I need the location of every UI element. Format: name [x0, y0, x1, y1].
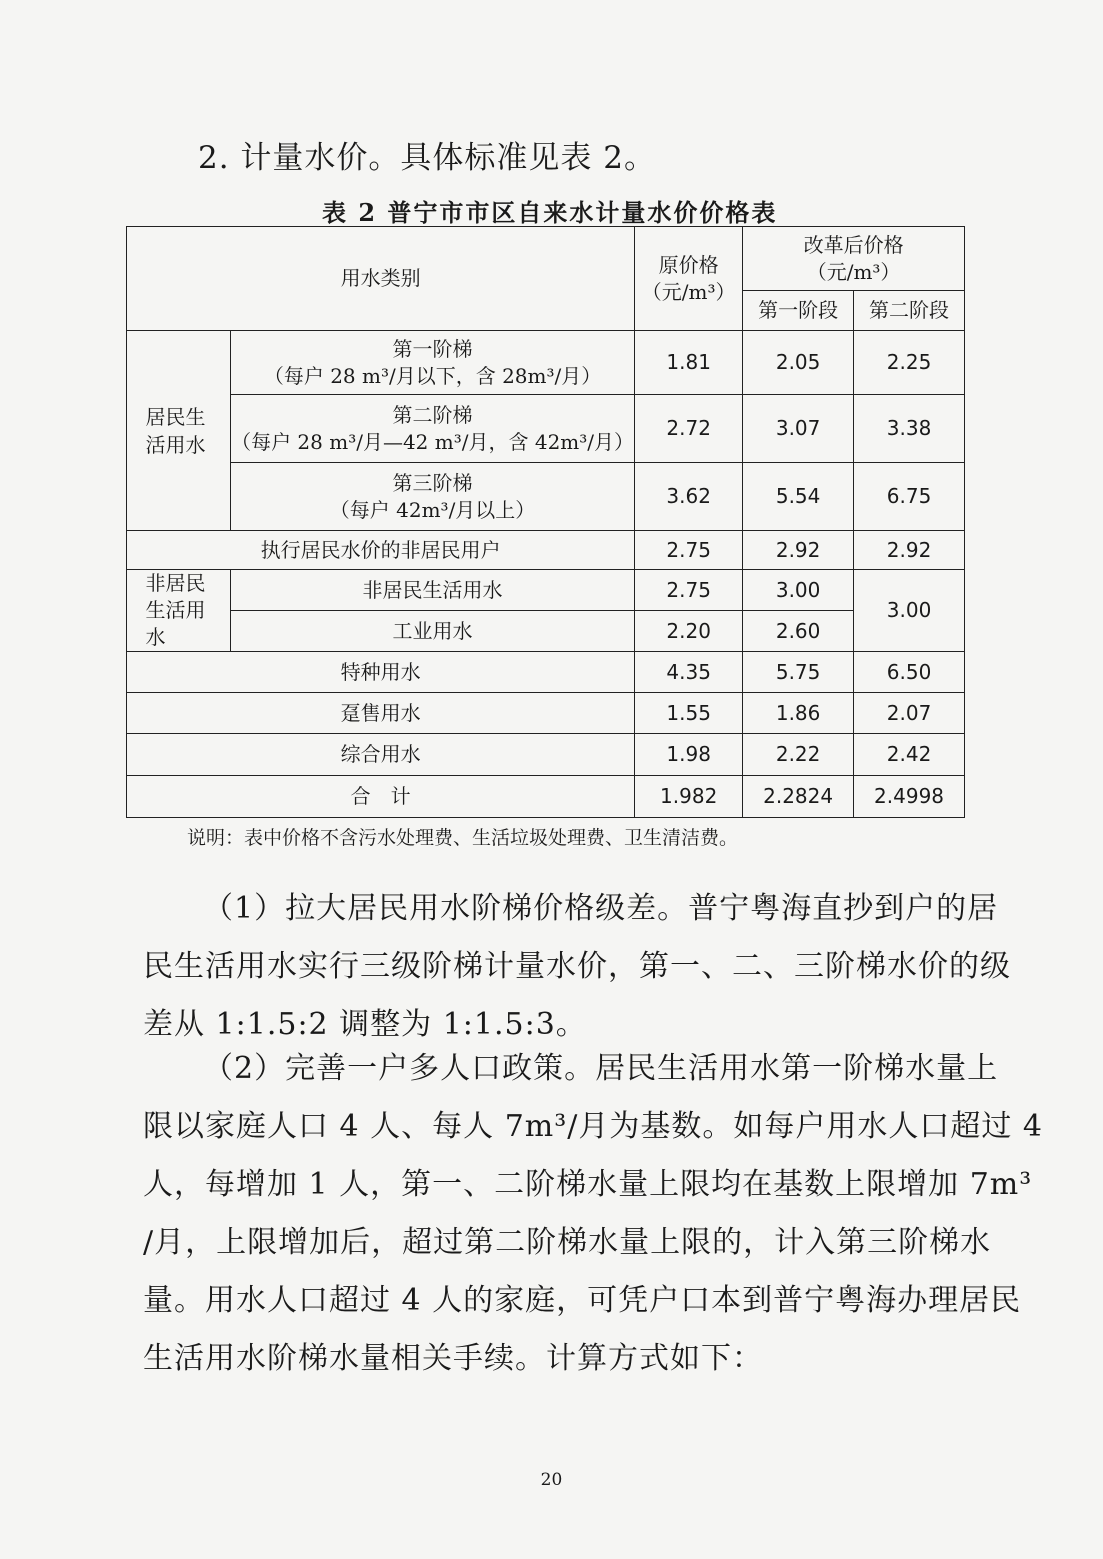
stage1-price: 5.75	[743, 652, 854, 693]
original-price: 2.72	[635, 395, 743, 463]
table-total-row	[127, 776, 965, 818]
header-reformed-line2: （元/m³）	[806, 259, 901, 284]
paragraph-1	[143, 880, 1011, 1054]
table-row	[127, 531, 965, 570]
paragraph-line: 人，每增加 1 人，第一、二阶梯水量上限均在基数上限增加 7m³	[143, 1167, 1033, 1202]
nonresident-group-label	[127, 570, 231, 652]
stage2-price: 2.07	[854, 693, 965, 734]
original-price: 1.982	[635, 776, 743, 818]
paragraph-2	[143, 1040, 1043, 1388]
paragraph-line: 限以家庭人口 4 人、每人 7m³/月为基数。如每户用水人口超过 4	[143, 1109, 1043, 1144]
nonresident-group-text: 非居民生活用水	[145, 571, 206, 649]
paragraph-line: 量。用水人口超过 4 人的家庭，可凭户口本到普宁粤海办理居民	[143, 1283, 1022, 1318]
table-header-row	[127, 227, 965, 291]
paragraph-line: 生活用水阶梯水量相关手续。计算方式如下：	[143, 1341, 763, 1376]
table-row	[127, 395, 965, 463]
paragraph-line: 差从 1:1.5:2 调整为 1:1.5:3。	[143, 1007, 587, 1042]
tier-detail: （每户 42m³/月以上）	[329, 497, 536, 522]
original-price: 2.75	[635, 570, 743, 611]
stage2-price: 6.50	[854, 652, 965, 693]
header-original-price-line1: 原价格	[658, 252, 719, 277]
original-price: 1.98	[635, 734, 743, 776]
original-price: 4.35	[635, 652, 743, 693]
header-stage1: 第一阶段	[743, 291, 854, 331]
category-name: 非居民生活用水	[230, 570, 634, 611]
resident-group-label	[127, 331, 231, 531]
table-row	[127, 734, 965, 776]
stage2-price: 3.38	[854, 395, 965, 463]
table-row	[127, 611, 965, 652]
stage1-price: 3.07	[743, 395, 854, 463]
paragraph-line: （2）完善一户多人口政策。居民生活用水第一阶梯水量上	[203, 1051, 999, 1086]
stage1-price: 2.2824	[743, 776, 854, 818]
tier-detail: （每户 28 m³/月以下，含 28m³/月）	[263, 363, 602, 388]
category-name: 合 计	[127, 776, 635, 818]
table-row	[127, 331, 965, 395]
original-price: 2.75	[635, 531, 743, 570]
resident-group-text: 居民生活用水	[145, 404, 206, 457]
stage2-price: 2.42	[854, 734, 965, 776]
tier-cell	[230, 331, 634, 395]
original-price: 1.81	[635, 331, 743, 395]
category-name: 执行居民水价的非居民用户	[127, 531, 635, 570]
paragraph-line: /月，上限增加后，超过第二阶梯水量上限的，计入第三阶梯水	[143, 1225, 992, 1260]
header-stage2: 第二阶段	[854, 291, 965, 331]
table-caption: 表 2 普宁市市区自来水计量水价价格表	[322, 198, 778, 227]
table-row	[127, 652, 965, 693]
header-category: 用水类别	[127, 227, 635, 331]
original-price: 2.20	[635, 611, 743, 652]
original-price: 3.62	[635, 463, 743, 531]
stage2-price-merged: 3.00	[854, 570, 965, 652]
tier-cell	[230, 463, 634, 531]
table-row	[127, 570, 965, 611]
tier-name: 第二阶梯	[392, 402, 473, 427]
header-reformed-price	[743, 227, 965, 291]
stage1-price: 2.05	[743, 331, 854, 395]
paragraph-line: （1）拉大居民用水阶梯价格级差。普宁粤海直抄到户的居	[203, 891, 999, 926]
page-number: 20	[540, 1470, 563, 1490]
tier-name: 第一阶梯	[392, 336, 473, 361]
original-price: 1.55	[635, 693, 743, 734]
stage1-price: 3.00	[743, 570, 854, 611]
stage1-price: 2.92	[743, 531, 854, 570]
water-price-table	[126, 226, 965, 818]
tier-cell	[230, 395, 634, 463]
stage1-price: 2.60	[743, 611, 854, 652]
tier-name: 第三阶梯	[392, 470, 473, 495]
category-name: 工业用水	[230, 611, 634, 652]
stage1-price: 5.54	[743, 463, 854, 531]
stage2-price: 2.25	[854, 331, 965, 395]
category-name: 综合用水	[127, 734, 635, 776]
table-row	[127, 463, 965, 531]
header-reformed-line1: 改革后价格	[803, 232, 904, 257]
header-original-price-line2: （元/m³）	[641, 279, 736, 304]
stage2-price: 2.4998	[854, 776, 965, 818]
category-name: 特种用水	[127, 652, 635, 693]
table-note: 说明：表中价格不含污水处理费、生活垃圾处理费、卫生清洁费。	[187, 827, 739, 849]
stage2-price: 6.75	[854, 463, 965, 531]
table-row	[127, 693, 965, 734]
section-title: 2. 计量水价。具体标准见表 2。	[198, 140, 657, 176]
category-name: 趸售用水	[127, 693, 635, 734]
tier-detail: （每户 28 m³/月—42 m³/月，含 42m³/月）	[231, 429, 635, 454]
paragraph-line: 民生活用水实行三级阶梯计量水价，第一、二、三阶梯水价的级	[143, 949, 1011, 984]
header-original-price	[635, 227, 743, 331]
stage1-price: 2.22	[743, 734, 854, 776]
stage2-price: 2.92	[854, 531, 965, 570]
stage1-price: 1.86	[743, 693, 854, 734]
